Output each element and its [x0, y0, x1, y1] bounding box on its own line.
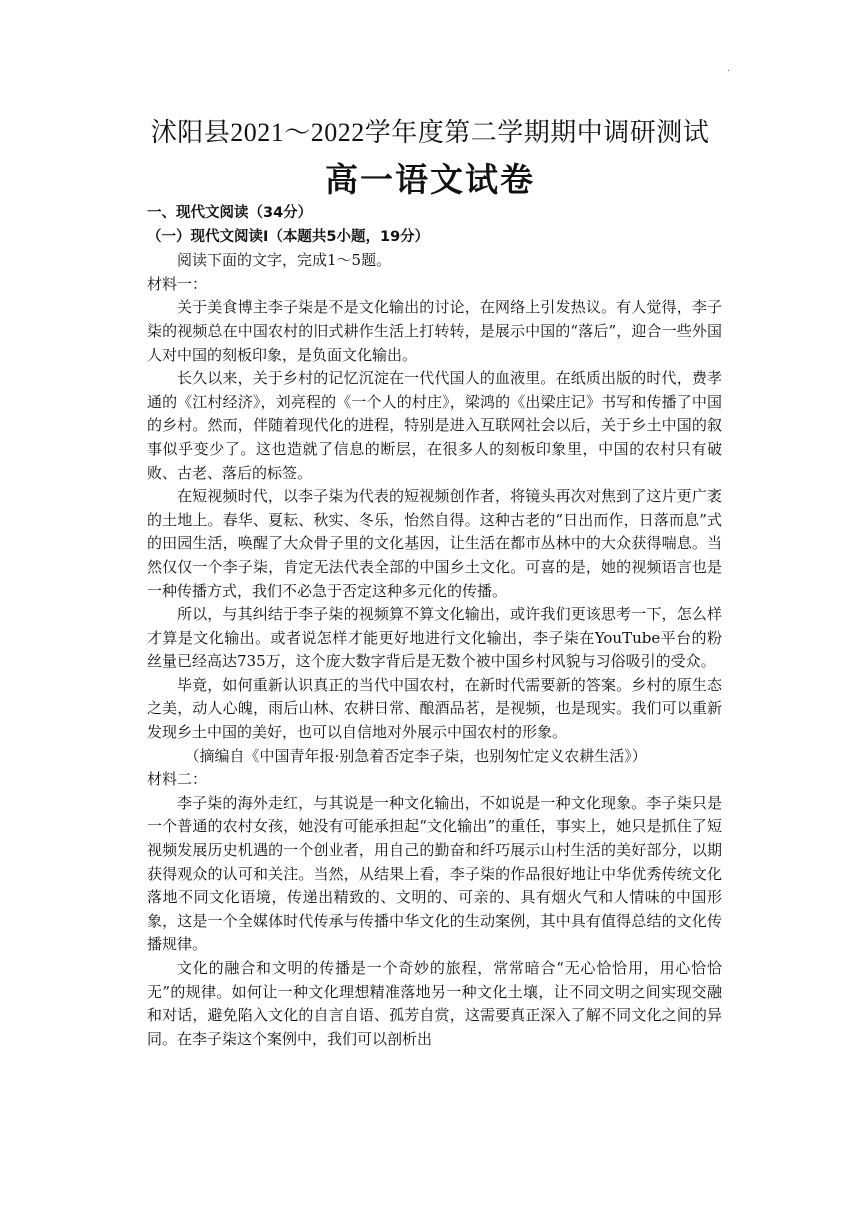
corner-mark: · — [727, 66, 731, 77]
material1-source: （摘编自《中国青年报·别急着否定李子柒，也别匆忙定义农耕生活》） — [184, 746, 647, 765]
exam-content — [147, 202, 722, 1051]
exam-title-line2: 高一语文试卷 — [325, 160, 535, 199]
material2-paragraph: 李子柒的海外走红，与其说是一种文化输出，不如说是一种文化现象。李子柒只是一个普通的农村女孩，她没有可能承担起“文化输出”的重任，事实上，她只是抓住了短视频发展历史机遇的一个创业者，用自己的勤奋和纤巧展示山村生活的美好部分，以期获得观众的认可和关注。当然，从结果上看，李子柒的作品很好地让中华优秀传统文化落地不同文化语境，传递出精致的、文明的、可亲的、具有烟火气和人情味的中国形象，这是一个全媒体时代传承与传播中华文化的生动案例，其中具有值得总结的文化传播规律。 — [147, 793, 722, 954]
material1-paragraph: 在短视频时代，以李子柒为代表的短视频创作者，将镜头再次对焦到了这片更广袤的土地上。春华、夏耘、秋实、冬乐，怡然自得。这种古老的“日出而作，日落而息”式的田园生活，唤醒了大众骨子里的文化基因，让生活在都市丛林中的大众获得喘息。当然仅仅一个李子柒，肯定无法代表全部的中国乡土文化。可喜的是，她的视频语言也是一种传播方式，我们不必急于否定这种多元化的传播。 — [147, 487, 722, 600]
exam-title-line1: 沭阳县2021～2022学年度第二学期期中调研测试 — [150, 118, 710, 147]
material1-paragraph: 关于美食博主李子柒是不是文化输出的讨论，在网络上引发热议。有人觉得，李子柒的视频总在中国农村的旧式耕作生活上打转转，是展示中国的“落后”，迎合一些外国人对中国的刻板印象，是负面文化输出。 — [147, 298, 722, 364]
instruction: 阅读下面的文字，完成1～5题。 — [177, 251, 392, 270]
material1-paragraph: 所以，与其纠结于李子柒的视频算不算文化输出，或许我们更该思考一下，怎么样才算是文化输出。或者说怎样才能更好地进行文化输出，李子柒在YouTube平台的粉丝量已经高达735万，这个庞大数字背后是无数个被中国乡村风貌与习俗吸引的受众。 — [147, 605, 722, 671]
material1-paragraph: 毕竟，如何重新认识真正的当代中国农村，在新时代需要新的答案。乡村的原生态之美，动人心魄，雨后山林、农耕日常、酿酒品茗，是视频，也是现实。我们可以重新发现乡土中国的美好，也可以自信地对外展示中国农村的形象。 — [147, 675, 722, 742]
section-heading: 一、现代文阅读（34分） — [147, 205, 313, 221]
material1-label: 材料一： — [147, 274, 208, 293]
material1-paragraph: 长久以来，关于乡村的记忆沉淀在一代代国人的血液里。在纸质出版的时代，费孝通的《江村经济》，刘亮程的《一个人的村庄》，梁鸿的《出梁庄记》书写和传播了中国的乡村。然而，伴随着现代化的进程，特别是进入互联网社会以后，关于乡土中国的叙事似乎变少了。这也造就了信息的断层，在很多人的刻板印象里，中国的农村只有破败、古老、落后的标签。 — [147, 369, 722, 482]
material2-paragraph: 文化的融合和文明的传播是一个奇妙的旅程，常常暗合“无心恰恰用，用心恰恰无”的规律。如何让一种文化理想精准落地另一种文化土壤，让不同文明之间实现交融和对话，避免陷入文化的自言自语、孤芳自赏，这需要真正深入了解不同文化之间的异同。在李子柒这个案例中，我们可以剖析出 — [147, 959, 722, 1048]
material2-label: 材料二： — [147, 770, 208, 789]
subsection-heading: （一）现代文阅读Ⅰ（本题共5小题，19分） — [147, 228, 430, 245]
